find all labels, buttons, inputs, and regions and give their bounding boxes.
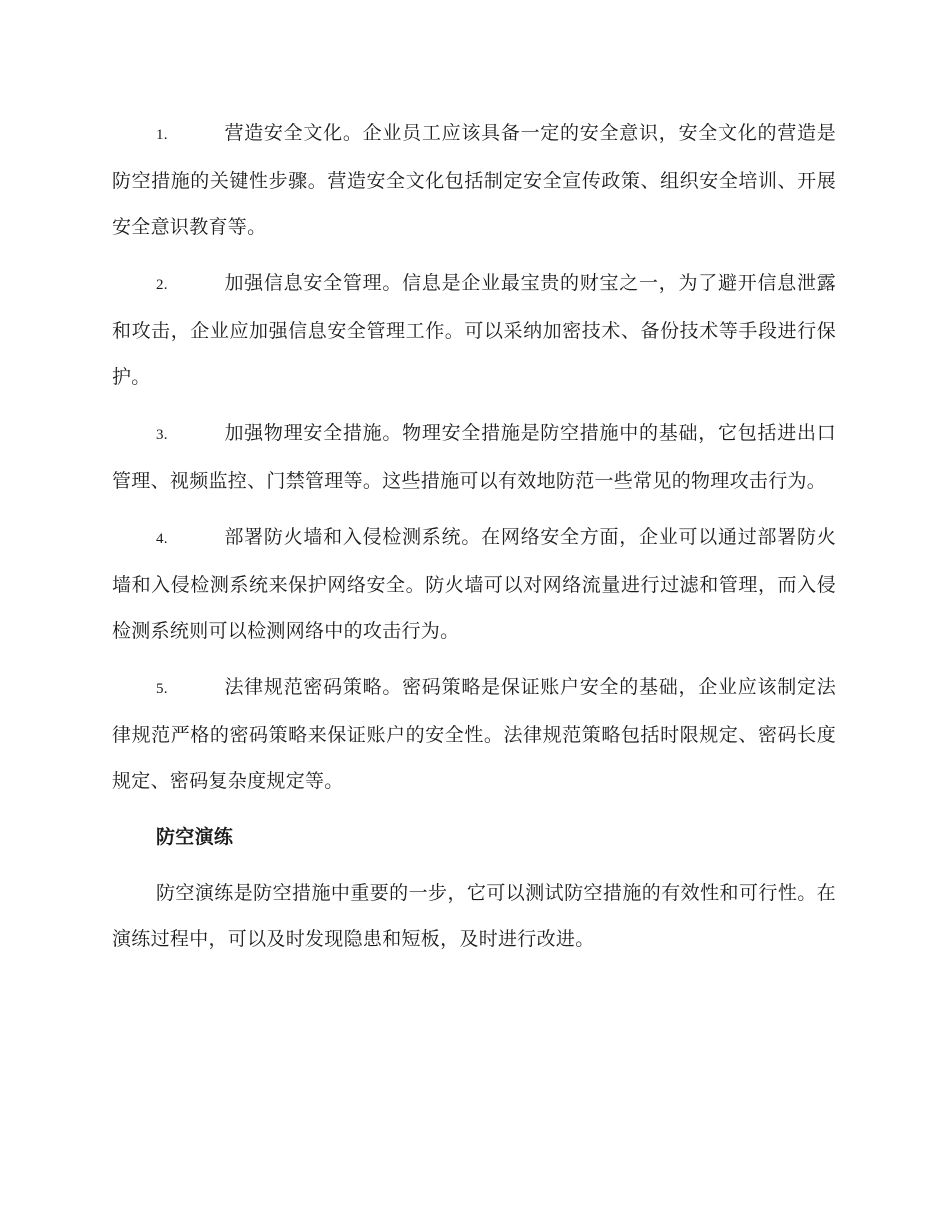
list-item-text: 加强物理安全措施。物理安全措施是防空措施中的基础，它包括进出口管理、视频监控、门禁管理等。这些措施可以有效地防范一些常见的物理攻击行为。 (112, 422, 836, 492)
list-item-3 (112, 410, 836, 504)
list-item-text: 加强信息安全管理。信息是企业最宝贵的财宝之一，为了避开信息泄露和攻击，企业应加强信息安全管理工作。可以采纳加密技术、备份技术等手段进行保护。 (112, 272, 836, 388)
list-item-4 (112, 514, 836, 654)
list-item-text: 营造安全文化。企业员工应该具备一定的安全意识，安全文化的营造是防空措施的关键性步骤。营造安全文化包括制定安全宣传政策、组织安全培训、开展安全意识教育等。 (112, 122, 836, 238)
list-item-text: 部署防火墙和入侵检测系统。在网络安全方面，企业可以通过部署防火墙和入侵检测系统来保护网络安全。防火墙可以对网络流量进行过滤和管理，而入侵检测系统则可以检测网络中的攻击行为。 (112, 526, 836, 642)
list-item-number: 1. (156, 127, 168, 143)
list-item-2 (112, 260, 836, 400)
list-item-5 (112, 664, 836, 804)
list-item-number: 3. (156, 427, 168, 443)
section-heading: 防空演练 (156, 826, 234, 848)
document-body (112, 110, 836, 962)
list-item-1 (112, 110, 836, 250)
section-paragraph: 防空演练是防空措施中重要的一步，它可以测试防空措施的有效性和可行性。在演练过程中，可以及时发现隐患和短板，及时进行改进。 (112, 882, 836, 950)
list-item-number: 4. (156, 531, 168, 547)
list-item-number: 5. (156, 681, 168, 697)
list-item-number: 2. (156, 277, 168, 293)
list-item-text: 法律规范密码策略。密码策略是保证账户安全的基础，企业应该制定法律规范严格的密码策略来保证账户的安全性。法律规范策略包括时限规定、密码长度规定、密码复杂度规定等。 (112, 676, 836, 792)
